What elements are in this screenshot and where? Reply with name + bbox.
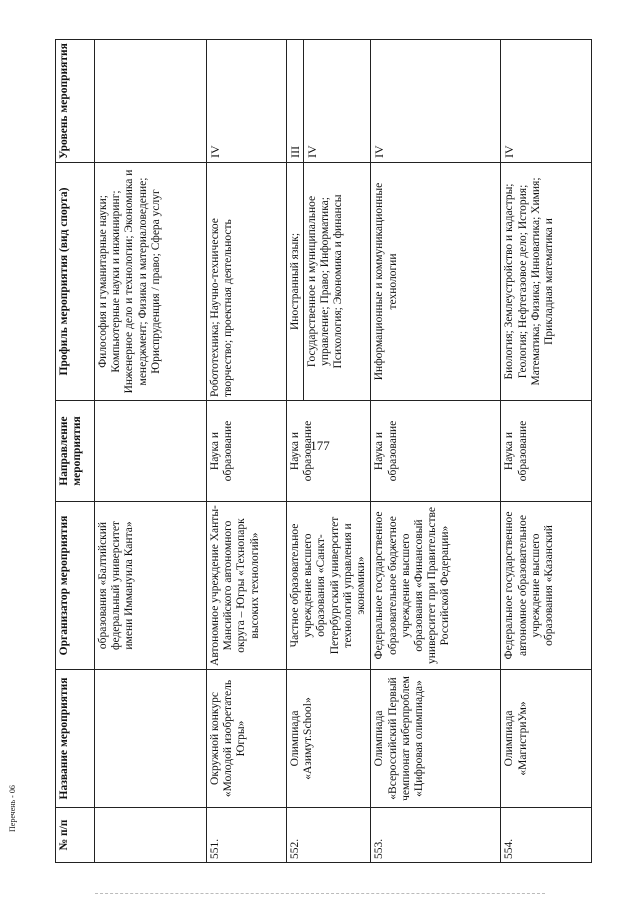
cell-direction: Наука и образование bbox=[287, 401, 371, 502]
cell-num bbox=[95, 808, 207, 863]
cell-level: IV bbox=[207, 40, 287, 163]
events-table bbox=[55, 39, 592, 863]
cell-organizer: Автономное учреждение Ханты-Мансийского автономного округа – Югры «Технопарк высоких технологий» bbox=[207, 502, 287, 670]
cell-organizer: образования «Балтийский федеральный университет имени Иммануила Канта» bbox=[95, 502, 207, 670]
header-name: Название мероприятия bbox=[56, 670, 95, 808]
level-part-a: III bbox=[287, 40, 304, 162]
cell-direction: Наука и образование bbox=[501, 401, 592, 502]
page-number: 177 bbox=[310, 438, 330, 453]
cell-level: IV bbox=[501, 40, 592, 163]
profile-part-a: Иностранный язык; bbox=[287, 163, 304, 400]
cell-profile: Философия и гуманитарные науки; Компьютерные науки и инжиниринг; Инженерное дело и технологии; Экономика и менеджмент; Физика и материаловедение; Юриспруденция / право; Сфера услуг bbox=[95, 163, 207, 401]
footer-note: Перечень - 06 bbox=[8, 785, 17, 832]
table-header-row bbox=[56, 40, 95, 863]
cell-name: Окружной конкурс «Молодой изобретатель Югры» bbox=[207, 670, 287, 808]
header-num: № п/п bbox=[56, 808, 95, 863]
cell-num: 552. bbox=[287, 808, 371, 863]
cell-level bbox=[287, 40, 371, 163]
cell-name: Олимпиада «Азимут.School» bbox=[287, 670, 371, 808]
cell-num: 553. bbox=[371, 808, 501, 863]
cell-direction bbox=[95, 401, 207, 502]
cell-level bbox=[95, 40, 207, 163]
cell-organizer: Федеральное государственное образовательное бюджетное учреждение высшего образования «Финансовый университет при Правительстве Российской Федерации» bbox=[371, 502, 501, 670]
header-organizer: Организатор мероприятия bbox=[56, 502, 95, 670]
header-direction: Направление мероприятия bbox=[56, 401, 95, 502]
cell-name: Олимпиада «МагистриУм» bbox=[501, 670, 592, 808]
cell-direction: Наука и образование bbox=[207, 401, 287, 502]
cell-num: 554. bbox=[501, 808, 592, 863]
level-part-b: IV bbox=[305, 145, 319, 158]
cell-profile: Робототехника; Научно-техническое творчество; проектная деятельность bbox=[207, 163, 287, 401]
cell-profile: Биология; Землеустройство и кадастры; Геология; Нефтегазовое дело; История; Математика; Физика; Инноватика; Химия; Прикладная математика и bbox=[501, 163, 592, 401]
cell-profile bbox=[287, 163, 371, 401]
header-level: Уровень мероприятия bbox=[56, 40, 95, 163]
cell-organizer: Частное образовательное учреждение высшего образования «Санкт-Петербургский университет технологий управления и экономики» bbox=[287, 502, 371, 670]
page-edge-divider bbox=[95, 893, 545, 895]
header-profile: Профиль мероприятия (вид спорта) bbox=[56, 163, 95, 401]
cell-direction: Наука и образование bbox=[371, 401, 501, 502]
cell-num: 551. bbox=[207, 808, 287, 863]
table-row bbox=[287, 40, 371, 863]
rotated-page bbox=[55, 40, 592, 863]
table-row bbox=[501, 40, 592, 863]
table-row bbox=[95, 40, 207, 863]
cell-name: Олимпиада «Всероссийский Первый чемпионат киберпроблем «Цифровая олимпиада» bbox=[371, 670, 501, 808]
table-row bbox=[371, 40, 501, 863]
cell-profile: Информационные и коммуникационные технологии bbox=[371, 163, 501, 401]
cell-level: IV bbox=[371, 40, 501, 163]
table-row bbox=[207, 40, 287, 863]
cell-name bbox=[95, 670, 207, 808]
profile-part-b: Государственное и муниципальное управление; Право; Информатика; Психология; Экономика и финансы bbox=[306, 194, 345, 369]
cell-organizer: Федеральное государственное автономное образовательное учреждение высшего образования «Казанский bbox=[501, 502, 592, 670]
